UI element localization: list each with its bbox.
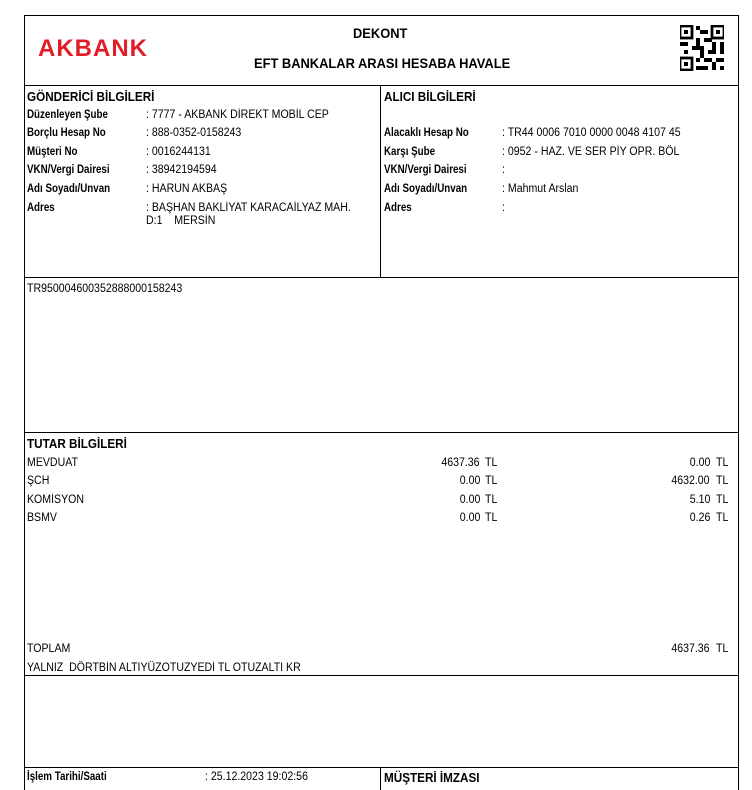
sender-label-tax: VKN/Vergi Dairesi: [27, 164, 110, 176]
sender-value-customer-no: : 0016244131: [146, 146, 211, 158]
total-value: 4637.36: [671, 643, 710, 655]
sender-label-address: Adres: [27, 202, 55, 214]
footer-vertical-divider: [380, 767, 381, 790]
amount-row-value1: 0.00: [459, 475, 480, 487]
receiver-value-account: : TR44 0006 7010 0000 0048 4107 45: [502, 127, 681, 139]
receiver-label-account: Alacaklı Hesap No: [384, 127, 469, 139]
parties-bottom-divider: [24, 277, 739, 278]
amount-row-currency2: TL: [716, 494, 729, 506]
amount-row-currency1: TL: [485, 475, 498, 487]
document-title: DEKONT: [353, 25, 408, 41]
sender-label-branch: Düzenleyen Şube: [27, 109, 108, 121]
amount-row-value1: 0.00: [459, 512, 480, 524]
border-right: [738, 15, 739, 790]
amount-row-label: KOMİSYON: [27, 494, 85, 506]
sender-label-customer-no: Müşteri No: [27, 146, 78, 158]
amount-row-label: ŞCH: [27, 475, 50, 487]
amount-row-value1: 4637.36: [441, 457, 480, 469]
amount-row-value2: 0.26: [689, 512, 710, 524]
receiver-label-address: Adres: [384, 202, 412, 214]
total-in-words: YALNIZ DÖRTBİN ALTIYÜZOTUZYEDİ TL OTUZALTI KR: [27, 662, 301, 674]
amount-row-currency1: TL: [485, 494, 498, 506]
receiver-value-name: : Mahmut Arslan: [502, 183, 579, 195]
receiver-value-branch: : 0952 - HAZ. VE SER PİY OPR. BÖL: [502, 146, 680, 158]
receiver-value-tax: :: [502, 164, 505, 176]
sender-value-address: : BAŞHAN BAKLİYAT KARACAİLYAZ MAH.: [146, 202, 351, 214]
footer-divider: [24, 767, 739, 768]
qr-code-icon: [680, 25, 724, 71]
sender-label-name: Adı Soyadı/Unvan: [27, 183, 111, 195]
receiver-value-address: :: [502, 202, 505, 214]
sender-value-name: : HARUN AKBAŞ: [146, 183, 228, 195]
transaction-date-label: İşlem Tarihi/Saati: [27, 771, 107, 783]
sender-label-account: Borçlu Hesap No: [27, 127, 106, 139]
amount-row-currency2: TL: [716, 475, 729, 487]
description-bottom-divider: [24, 432, 739, 433]
receiver-label-branch: Karşı Şube: [384, 146, 436, 158]
customer-signature-label: MÜŞTERİ İMZASI: [384, 770, 480, 785]
amount-row-value2: 4632.00: [671, 475, 710, 487]
total-currency: TL: [716, 643, 729, 655]
transaction-description: TR950004600352888000158243: [27, 283, 183, 295]
total-label: TOPLAM: [27, 643, 71, 655]
amount-row-currency1: TL: [485, 512, 498, 524]
total-words-divider: [24, 675, 739, 676]
receiver-section-title: ALICI BİLGİLERİ: [384, 89, 476, 104]
sender-value-address-line2: D:1 MERSİN: [146, 215, 216, 227]
document-subtitle: EFT BANKALAR ARASI HESABA HAVALE: [254, 55, 511, 71]
amount-row-currency2: TL: [716, 457, 729, 469]
amounts-section-title: TUTAR BİLGİLERİ: [27, 436, 127, 451]
sender-value-tax: : 38942194594: [146, 164, 217, 176]
amount-row-value2: 0.00: [689, 457, 710, 469]
amount-row-label: MEVDUAT: [27, 457, 78, 469]
sender-value-account: : 888-0352-0158243: [146, 127, 242, 139]
amount-row-currency2: TL: [716, 512, 729, 524]
receiver-label-name: Adı Soyadı/Unvan: [384, 183, 468, 195]
transaction-date-value: : 25.12.2023 19:02:56: [205, 771, 308, 783]
header-divider: [24, 85, 739, 86]
border-top: [24, 15, 739, 16]
amount-row-currency1: TL: [485, 457, 498, 469]
amount-row-value2: 5.10: [689, 494, 710, 506]
amount-row-value1: 0.00: [459, 494, 480, 506]
parties-divider: [380, 85, 381, 277]
receiver-label-tax: VKN/Vergi Dairesi: [384, 164, 467, 176]
amount-row-label: BSMV: [27, 512, 57, 524]
border-left: [24, 15, 25, 790]
sender-value-branch: : 7777 - AKBANK DİREKT MOBİL CEP: [146, 109, 329, 121]
sender-section-title: GÖNDERİCİ BİLGİLERİ: [27, 89, 155, 104]
bank-logo: AKBANK: [38, 35, 148, 62]
